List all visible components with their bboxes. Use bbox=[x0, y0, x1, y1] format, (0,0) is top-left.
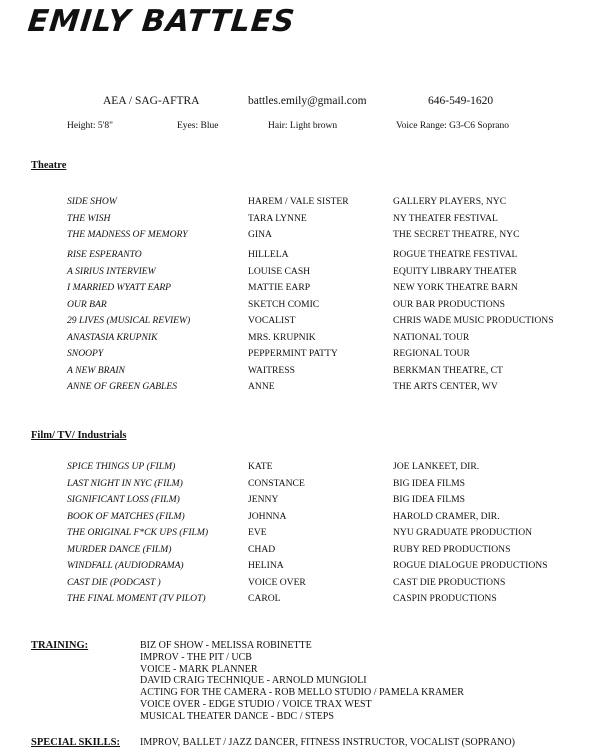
credit-title: BOOK OF MATCHES (FILM) bbox=[67, 510, 185, 522]
credit-venue: BIG IDEA FILMS bbox=[393, 494, 465, 505]
credit-venue: EQUITY LIBRARY THEATER bbox=[393, 265, 517, 277]
voice-range-stat: Voice Range: G3-C6 Soprano bbox=[396, 121, 510, 131]
credit-role: GINA bbox=[248, 229, 272, 240]
union-affiliation: AEA / SAG-AFTRA bbox=[103, 95, 200, 107]
credit-role: TARA LYNNE bbox=[248, 212, 307, 224]
phone-number: 646-549-1620 bbox=[428, 95, 494, 107]
credit-title: 29 LIVES (MUSICAL REVIEW) bbox=[67, 315, 191, 326]
credit-title: I MARRIED WYATT EARP bbox=[67, 282, 172, 293]
credit-venue: CAST DIE PRODUCTIONS bbox=[393, 576, 506, 588]
credit-role: HILLELA bbox=[248, 249, 289, 260]
credit-title: MURDER DANCE (FILM) bbox=[67, 543, 172, 555]
credit-venue: GALLERY PLAYERS, NYC bbox=[393, 196, 507, 207]
credit-role: HELINA bbox=[248, 560, 284, 571]
credit-role: JENNY bbox=[248, 494, 279, 505]
credit-title: LAST NIGHT IN NYC (FILM) bbox=[67, 477, 183, 489]
credit-venue: NY THEATER FESTIVAL bbox=[393, 212, 498, 224]
credit-title: SIGNIFICANT LOSS (FILM) bbox=[67, 494, 180, 505]
eyes-stat: Eyes: Blue bbox=[177, 121, 219, 131]
credit-role: KATE bbox=[248, 461, 273, 472]
credit-venue: THE ARTS CENTER, WV bbox=[393, 381, 498, 392]
credit-venue: ROGUE DIALOGUE PRODUCTIONS bbox=[393, 560, 548, 571]
credit-title: WINDFALL (AUDIODRAMA) bbox=[67, 560, 184, 571]
credit-venue: NATIONAL TOUR bbox=[393, 331, 470, 343]
training-item: MUSICAL THEATER DANCE - BDC / STEPS bbox=[140, 710, 334, 722]
training-item: VOICE OVER - EDGE STUDIO / VOICE TRAX WEST bbox=[140, 698, 372, 710]
credit-title: ANNE OF GREEN GABLES bbox=[67, 381, 178, 392]
training-list bbox=[140, 640, 464, 723]
training-item: VOICE - MARK PLANNER bbox=[140, 663, 258, 675]
credit-title: ANASTASIA KRUPNIK bbox=[67, 331, 158, 343]
credit-title: SNOOPY bbox=[67, 348, 104, 359]
email-address[interactable]: battles.emily@gmail.com bbox=[248, 95, 367, 107]
credit-venue: HAROLD CRAMER, DIR. bbox=[393, 510, 500, 522]
credit-role: WAITRESS bbox=[248, 364, 295, 376]
credit-role: VOICE OVER bbox=[248, 576, 306, 588]
credit-venue: THE SECRET THEATRE, NYC bbox=[393, 229, 520, 240]
training-item: DAVID CRAIG TECHNIQUE - ARNOLD MUNGIOLI bbox=[140, 675, 367, 687]
training-item: BIZ OF SHOW - MELISSA ROBINETTE bbox=[140, 640, 312, 651]
training-item: ACTING FOR THE CAMERA - ROB MELLO STUDIO / PAMELA KRAMER bbox=[140, 687, 464, 699]
credit-venue: CASPIN PRODUCTIONS bbox=[393, 593, 497, 604]
training-label: TRAINING: bbox=[31, 640, 89, 651]
credit-venue: OUR BAR PRODUCTIONS bbox=[393, 298, 505, 310]
credit-venue: ROGUE THEATRE FESTIVAL bbox=[393, 249, 518, 260]
hair-stat: Hair: Light brown bbox=[268, 121, 338, 131]
credit-title: A NEW BRAIN bbox=[67, 364, 125, 376]
height-stat: Height: 5'8" bbox=[67, 121, 113, 131]
theatre-heading: Theatre bbox=[31, 160, 67, 171]
credit-role: HAREM / VALE SISTER bbox=[248, 196, 349, 207]
credit-title: CAST DIE (PODCAST ) bbox=[67, 576, 161, 588]
credit-role: SKETCH COMIC bbox=[248, 298, 320, 310]
resume-name: EMILY BATTLES bbox=[26, 4, 298, 39]
special-skills-label: SPECIAL SKILLS: bbox=[31, 737, 120, 748]
credit-venue: NEW YORK THEATRE BARN bbox=[393, 282, 518, 293]
credit-title: A SIRIUS INTERVIEW bbox=[67, 265, 156, 277]
credit-venue: CHRIS WADE MUSIC PRODUCTIONS bbox=[393, 315, 554, 326]
credit-role: CAROL bbox=[248, 593, 281, 604]
credit-title: THE FINAL MOMENT (TV PILOT) bbox=[67, 593, 206, 604]
credit-role: CHAD bbox=[248, 543, 276, 555]
credit-role: MATTIE EARP bbox=[248, 282, 311, 293]
credit-role: PEPPERMINT PATTY bbox=[248, 348, 338, 359]
credit-venue: REGIONAL TOUR bbox=[393, 348, 470, 359]
credit-title: THE MADNESS OF MEMORY bbox=[67, 229, 188, 240]
credit-title: SIDE SHOW bbox=[67, 196, 117, 207]
credit-role: JOHNNA bbox=[248, 510, 287, 522]
film-heading: Film/ TV/ Industrials bbox=[31, 430, 127, 441]
special-skills-text: IMPROV, BALLET / JAZZ DANCER, FITNESS INSTRUCTOR, VOCALIST (SOPRANO) bbox=[140, 737, 515, 748]
credit-role: LOUISE CASH bbox=[248, 265, 311, 277]
credit-venue: BERKMAN THEATRE, CT bbox=[393, 364, 503, 376]
credit-title: RISE ESPERANTO bbox=[67, 249, 142, 260]
credit-venue: NYU GRADUATE PRODUCTION bbox=[393, 527, 533, 538]
credit-role: CONSTANCE bbox=[248, 477, 305, 489]
credit-role: EVE bbox=[248, 527, 267, 538]
credit-role: MRS. KRUPNIK bbox=[248, 331, 316, 343]
credit-title: THE WISH bbox=[67, 212, 111, 224]
training-item: IMPROV - THE PIT / UCB bbox=[140, 651, 252, 663]
credit-title: THE ORIGINAL F*CK UPS (FILM) bbox=[67, 527, 209, 538]
credit-venue: RUBY RED PRODUCTIONS bbox=[393, 543, 511, 555]
credit-venue: JOE LANKEET, DIR. bbox=[393, 461, 480, 472]
credit-venue: BIG IDEA FILMS bbox=[393, 477, 465, 489]
credit-role: VOCALIST bbox=[248, 315, 296, 326]
credit-role: ANNE bbox=[248, 381, 275, 392]
credit-title: OUR BAR bbox=[67, 298, 107, 310]
credit-title: SPICE THINGS UP (FILM) bbox=[67, 461, 176, 472]
